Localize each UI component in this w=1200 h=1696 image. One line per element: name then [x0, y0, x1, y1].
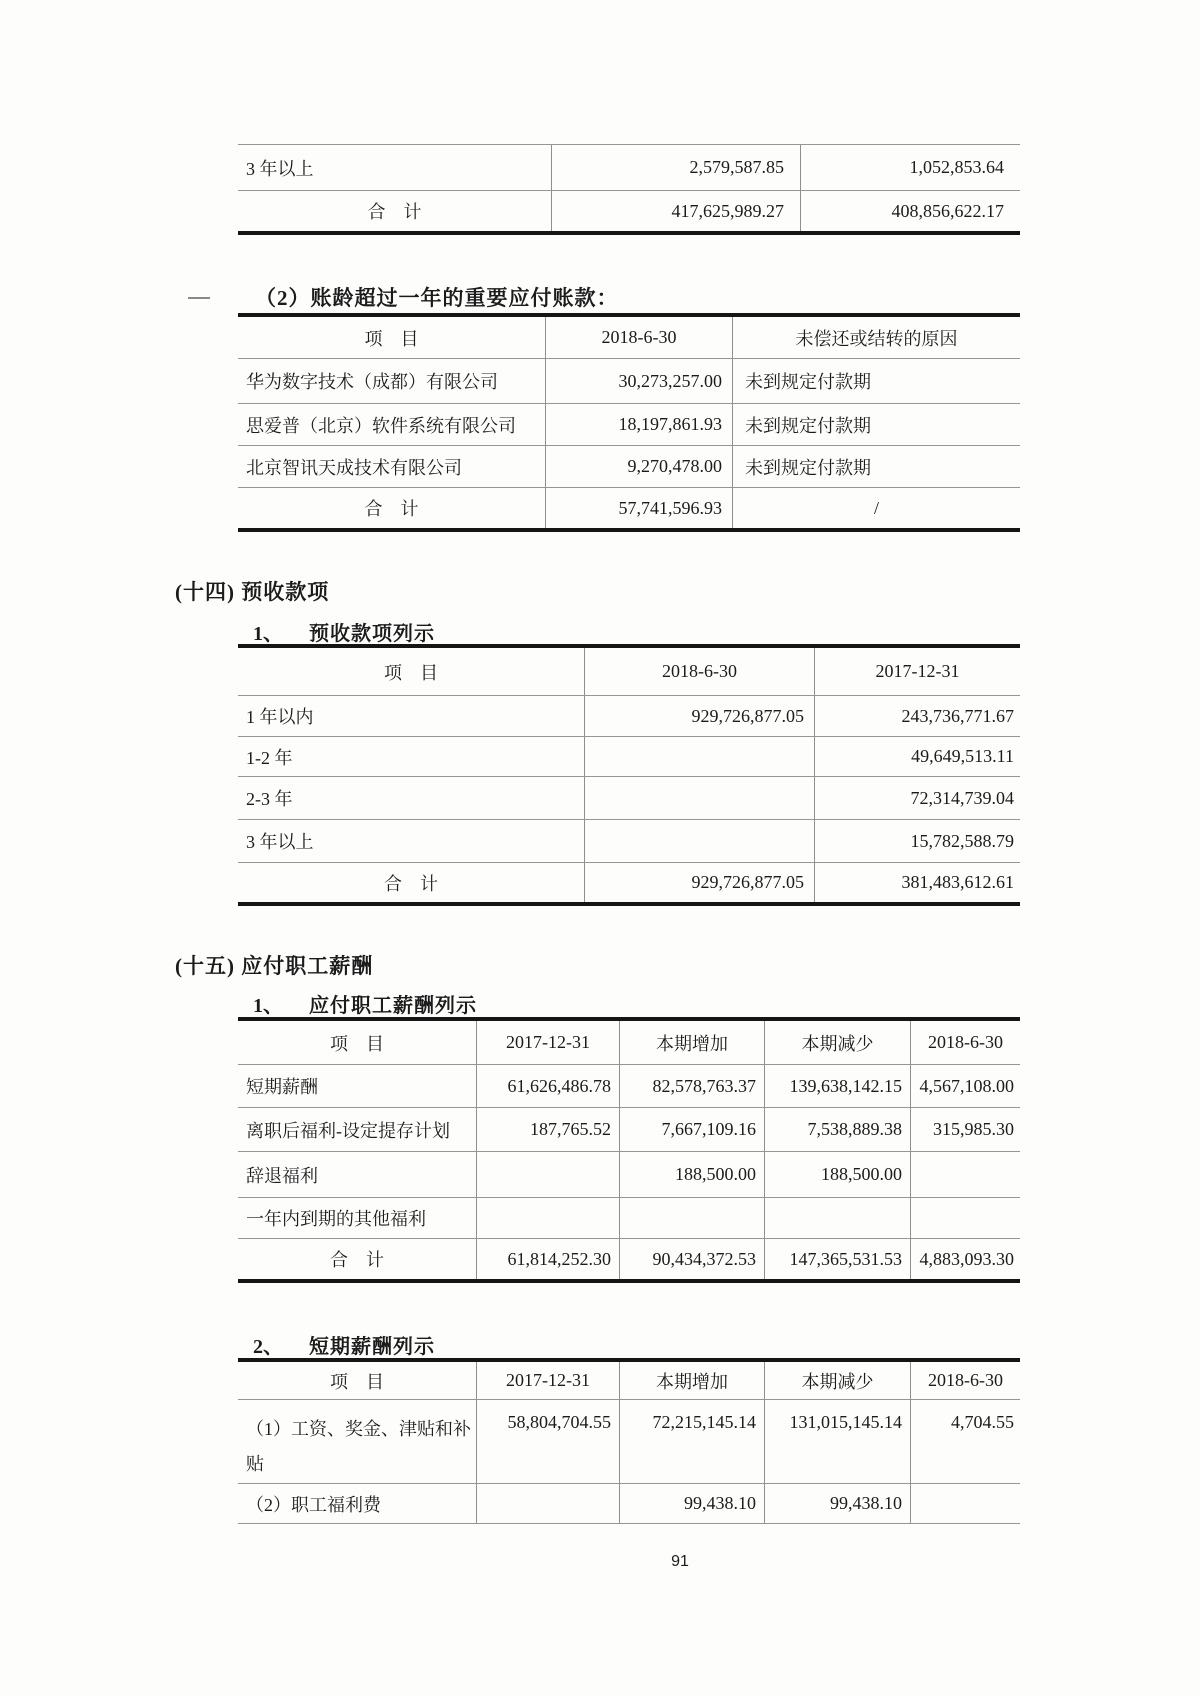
payables-over-one-year-heading: （2）账龄超过一年的重要应付账款： [255, 286, 619, 310]
amount-cell [910, 1484, 1020, 1523]
amount-2017-cell: 15,782,588.79 [814, 820, 1020, 862]
table-row [238, 1152, 1020, 1198]
total-2018-cell: 929,726,877.05 [584, 863, 814, 902]
amount-cell [476, 1484, 619, 1523]
amount-cell: 187,765.52 [476, 1108, 619, 1151]
table-header-row [238, 317, 1020, 359]
amount-cell: 99,438.10 [764, 1484, 910, 1523]
reason-cell: 未到规定付款期 [732, 359, 1020, 403]
sub-heading-number: 1、 [253, 623, 283, 645]
amount-2017-cell: 72,314,739.04 [814, 777, 1020, 819]
table-header-row [238, 1362, 1020, 1400]
total-2017-cell: 408,856,622.17 [800, 191, 1020, 231]
amount-cell: 58,804,704.55 [476, 1400, 619, 1483]
header-increase: 本期增加 [619, 1021, 764, 1064]
header-item: 项 目 [384, 662, 438, 683]
amount-2017-cell: 243,736,771.67 [814, 696, 1020, 736]
reason-cell: 未到规定付款期 [732, 404, 1020, 445]
amount-2018-cell: 2,579,587.85 [551, 145, 800, 190]
amount-cell: 30,273,257.00 [545, 359, 732, 403]
section-14-sub-heading [253, 617, 435, 646]
margin-dash-mark [188, 297, 210, 299]
header-item: 项 目 [330, 1033, 384, 1054]
amount-2017-cell: 49,649,513.11 [814, 737, 1020, 776]
short-term-compensation-table [238, 1358, 1020, 1524]
table-row [238, 446, 1020, 488]
amount-cell: 82,578,763.37 [619, 1065, 764, 1107]
accounts-payable-aging-table-continued [238, 144, 1020, 235]
amount-cell [910, 1198, 1020, 1238]
amount-cell [476, 1152, 619, 1197]
table-row [238, 737, 1020, 777]
table-total-row [238, 863, 1020, 902]
table-row [238, 1108, 1020, 1152]
total-label-cell: 合 计 [384, 873, 438, 894]
table-row [238, 696, 1020, 737]
total-label-cell: 合 计 [364, 499, 419, 519]
table-total-row [238, 191, 1020, 231]
header-2018-6-30: 2018-6-30 [910, 1362, 1020, 1399]
header-reason: 未偿还或结转的原因 [732, 317, 1020, 358]
table-row [238, 1198, 1020, 1239]
section-15-sub-heading-1 [253, 989, 477, 1018]
total-amount-cell: 90,434,372.53 [619, 1239, 764, 1279]
total-amount-cell: 147,365,531.53 [764, 1239, 910, 1279]
sub-heading-number: 2、 [253, 1336, 283, 1358]
section-14-heading: (十四) 预收款项 [175, 580, 330, 604]
amount-cell: 72,215,145.14 [619, 1400, 764, 1483]
table-row [238, 820, 1020, 863]
header-2018-6-30: 2018-6-30 [584, 648, 814, 695]
header-decrease: 本期减少 [764, 1021, 910, 1064]
aging-label-cell: 1-2 年 [246, 747, 293, 768]
table-row [238, 359, 1020, 404]
table-total-row [238, 1239, 1020, 1279]
header-increase: 本期增加 [619, 1362, 764, 1399]
table-row [238, 777, 1020, 820]
employee-compensation-table [238, 1017, 1020, 1283]
total-reason-cell: / [732, 488, 1020, 528]
table-header-row [238, 1021, 1020, 1065]
amount-cell: 7,667,109.16 [619, 1108, 764, 1151]
amount-2018-cell [584, 820, 814, 862]
amount-cell: 18,197,861.93 [545, 404, 732, 445]
table-row [238, 1065, 1020, 1108]
total-2018-cell: 417,625,989.27 [551, 191, 800, 231]
total-label-cell: 合 计 [330, 1250, 384, 1270]
amount-cell [910, 1152, 1020, 1197]
sub-heading-title: 预收款项列示 [309, 623, 435, 645]
amount-cell: 139,638,142.15 [764, 1065, 910, 1107]
total-label-cell: 合 计 [367, 202, 422, 222]
payables-over-one-year-table [238, 313, 1020, 532]
item-cell: 离职后福利-设定提存计划 [246, 1120, 450, 1141]
table-row [238, 1400, 1020, 1484]
item-cell: 短期薪酬 [246, 1077, 318, 1097]
table-header-row [238, 648, 1020, 696]
amount-cell: 7,538,889.38 [764, 1108, 910, 1151]
advance-receipts-table [238, 644, 1020, 906]
amount-2018-cell: 929,726,877.05 [584, 696, 814, 736]
amount-cell: 188,500.00 [619, 1152, 764, 1197]
sub-heading-number: 1、 [253, 995, 283, 1017]
section-15-heading: (十五) 应付职工薪酬 [175, 954, 374, 978]
amount-cell: 61,626,486.78 [476, 1065, 619, 1107]
amount-cell: 4,567,108.00 [910, 1065, 1020, 1107]
amount-cell: 315,985.30 [910, 1108, 1020, 1151]
company-cell: 北京智讯天成技术有限公司 [246, 457, 462, 478]
amount-cell: 99,438.10 [619, 1484, 764, 1523]
header-2018-6-30: 2018-6-30 [545, 317, 732, 358]
aging-label-cell: 1 年以内 [246, 707, 314, 727]
amount-2018-cell [584, 777, 814, 819]
total-2017-cell: 381,483,612.61 [814, 863, 1020, 902]
aging-label-cell: 3 年以上 [246, 832, 314, 852]
aging-label-cell: 2-3 年 [246, 789, 293, 809]
amount-cell: 4,704.55 [910, 1400, 1020, 1483]
header-decrease: 本期减少 [764, 1362, 910, 1399]
table-row [238, 404, 1020, 446]
table-row [238, 1484, 1020, 1523]
header-2017-12-31: 2017-12-31 [814, 648, 1020, 695]
item-cell: 辞退福利 [246, 1165, 318, 1186]
table-total-row [238, 488, 1020, 528]
item-cell: （1）工资、奖金、津贴和补贴 [246, 1419, 471, 1474]
total-amount-cell: 57,741,596.93 [545, 488, 732, 528]
sub-heading-title: 应付职工薪酬列示 [309, 995, 477, 1017]
total-amount-cell: 61,814,252.30 [476, 1239, 619, 1279]
header-item: 项 目 [364, 328, 419, 349]
header-2018-6-30: 2018-6-30 [910, 1021, 1020, 1064]
header-2017-12-31: 2017-12-31 [476, 1362, 619, 1399]
amount-2018-cell [584, 737, 814, 776]
table-row [238, 145, 1020, 191]
amount-cell [476, 1198, 619, 1238]
total-amount-cell: 4,883,093.30 [910, 1239, 1020, 1279]
reason-cell: 未到规定付款期 [732, 446, 1020, 487]
header-item: 项 目 [330, 1371, 384, 1392]
amount-cell [764, 1198, 910, 1238]
amount-cell: 9,270,478.00 [545, 446, 732, 487]
page-number: 91 [671, 1553, 689, 1570]
company-cell: 华为数字技术（成都）有限公司 [246, 372, 498, 392]
item-cell: 一年内到期的其他福利 [246, 1209, 426, 1229]
sub-heading-title: 短期薪酬列示 [309, 1336, 435, 1358]
amount-cell: 188,500.00 [764, 1152, 910, 1197]
aging-label-cell: 3 年以上 [246, 158, 314, 179]
amount-cell: 131,015,145.14 [764, 1400, 910, 1483]
amount-2017-cell: 1,052,853.64 [800, 145, 1020, 190]
amount-cell [619, 1198, 764, 1238]
item-cell: （2）职工福利费 [246, 1494, 381, 1515]
section-15-sub-heading-2 [253, 1330, 435, 1359]
company-cell: 思爱普（北京）软件系统有限公司 [246, 415, 516, 436]
header-2017-12-31: 2017-12-31 [476, 1021, 619, 1064]
